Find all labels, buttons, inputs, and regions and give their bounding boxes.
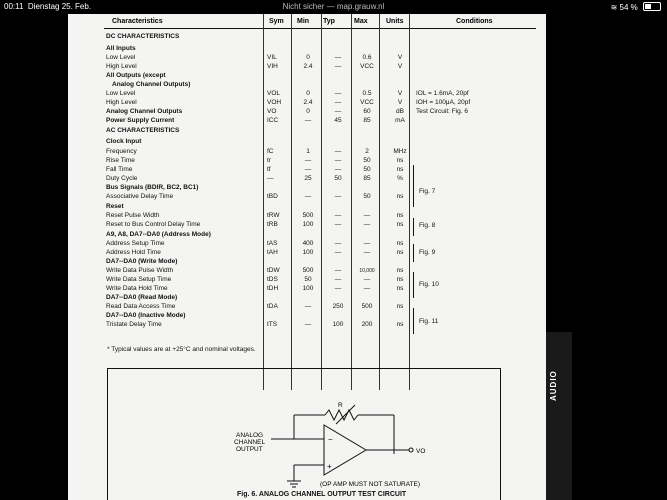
row-label: Reset to Bus Control Delay Time (106, 221, 201, 228)
table-row (106, 184, 534, 192)
min-cell: 0 (306, 90, 310, 97)
max-cell: — (363, 249, 371, 256)
sym-cell: tRB (267, 221, 278, 228)
sym-cell: tAS (267, 240, 278, 247)
table-row (106, 267, 534, 275)
table-row (106, 138, 534, 146)
row-label: Bus Signals (BDIR, BC2, BC1) (106, 184, 199, 191)
row-label: Low Level (106, 90, 136, 97)
max-cell: 85 (363, 117, 371, 124)
min-cell: 0 (306, 108, 310, 115)
sym-cell: VOL (267, 90, 281, 97)
battery-percent: 54 % (619, 3, 638, 12)
sym-cell: VIH (267, 63, 278, 70)
condition-bracket (411, 244, 414, 262)
section-tab (546, 332, 572, 500)
input-label-line1: ANALOG (236, 432, 264, 439)
condition-bracket (411, 272, 414, 298)
table-row (106, 33, 534, 41)
condition-bracket (411, 308, 414, 334)
min-cell: — (304, 303, 312, 310)
sym-cell: tDS (267, 276, 278, 283)
typ-cell: — (334, 267, 342, 274)
audio-tab-label: AUDIO (549, 370, 558, 402)
table-row (106, 148, 534, 156)
footnote: * Typical values are at +25°C and nominal voltages. (107, 346, 256, 353)
sym-cell: tBD (267, 193, 278, 200)
row-label: Analog Channel Outputs (106, 108, 183, 115)
fig-ref: Fig. 11 (419, 318, 439, 325)
table-row (106, 127, 534, 135)
units-cell: ns (396, 221, 404, 228)
units-cell: ns (396, 321, 404, 328)
row-label: Duty Cycle (106, 175, 138, 182)
table-header (104, 14, 536, 29)
table-row (106, 99, 534, 107)
table-row (106, 72, 534, 80)
max-cell: 10,000 (359, 268, 375, 274)
max-cell: 500 (361, 303, 373, 310)
row-label: DA7--DA0 (Inactive Mode) (106, 312, 186, 319)
conditions-cell: IOH = 100μA, 20pf (416, 99, 471, 106)
row-label: High Level (106, 63, 137, 70)
typ-cell: — (334, 90, 342, 97)
op-amp-test-circuit (108, 369, 500, 500)
units-cell: ns (396, 285, 404, 292)
min-cell: 2.4 (303, 99, 313, 106)
table-row (106, 231, 534, 239)
table-row (106, 108, 534, 116)
row-label: Clock Input (106, 138, 142, 145)
sym-cell: VOH (267, 99, 282, 106)
min-cell: — (304, 166, 312, 173)
min-cell: 1 (306, 148, 310, 155)
table-row (106, 81, 534, 89)
datasheet-page (68, 14, 542, 500)
row-label: Read Data Access Time (106, 303, 176, 310)
battery-icon (643, 2, 661, 11)
sym-cell: fC (267, 148, 274, 155)
min-cell: 100 (302, 221, 314, 228)
sym-cell: tr (267, 157, 271, 164)
max-cell: 50 (363, 193, 371, 200)
header-min: Min (297, 18, 310, 25)
units-cell: V (397, 99, 403, 106)
typ-cell: — (334, 63, 342, 70)
typ-cell: — (334, 276, 342, 283)
plus-terminal: + (327, 462, 332, 471)
input-label-line2: CHANNEL (234, 439, 266, 446)
row-label: Reset (106, 203, 124, 210)
table-row (106, 157, 534, 165)
sym-cell: VO (267, 108, 277, 115)
row-label: Analog Channel Outputs) (112, 81, 191, 88)
max-cell: 50 (363, 166, 371, 173)
units-cell: ns (396, 249, 404, 256)
table-row (106, 45, 534, 53)
min-cell: — (304, 157, 312, 164)
row-label: A9, A8, DA7--DA0 (Address Mode) (106, 231, 211, 238)
row-label: Associative Delay Time (106, 193, 174, 200)
typ-cell: — (334, 148, 342, 155)
max-cell: 60 (363, 108, 371, 115)
table-row (106, 221, 534, 229)
header-conditions: Conditions (456, 18, 493, 25)
table-row (106, 117, 534, 125)
max-cell: — (363, 285, 371, 292)
sym-cell: tAH (267, 249, 278, 256)
header-max: Max (354, 18, 368, 25)
typ-cell: — (334, 157, 342, 164)
typ-cell: — (334, 240, 342, 247)
typ-cell: 100 (332, 321, 344, 328)
units-cell: ns (396, 157, 404, 164)
op-amp-note: (OP AMP MUST NOT SATURATE) (320, 481, 421, 488)
max-cell: 85 (363, 175, 371, 182)
typ-cell: — (334, 166, 342, 173)
sym-cell: — (267, 175, 274, 182)
row-label: Write Data Hold Time (106, 285, 168, 292)
row-label: Address Hold Time (106, 249, 161, 256)
sym-cell: VIL (267, 54, 277, 61)
table-row (106, 175, 534, 183)
ios-status-bar (0, 0, 667, 14)
table-row (106, 312, 534, 320)
table-row (106, 63, 534, 71)
fig-ref: Fig. 9 (419, 249, 436, 256)
row-label: Low Level (106, 54, 136, 61)
row-label: All Inputs (106, 45, 136, 52)
min-cell: 500 (302, 212, 314, 219)
header-units: Units (386, 18, 404, 25)
row-label: Tristate Delay Time (106, 321, 162, 328)
row-label: Frequency (106, 148, 137, 155)
max-cell: 0.5 (362, 90, 372, 97)
table-row (106, 321, 534, 329)
units-cell: mA (395, 117, 405, 124)
max-cell: — (363, 212, 371, 219)
fig-ref: Fig. 7 (419, 188, 436, 195)
table-row (106, 166, 534, 174)
table-row (106, 90, 534, 98)
units-cell: ns (396, 303, 404, 310)
row-label: DA7--DA0 (Write Mode) (106, 258, 178, 265)
typ-cell: — (334, 221, 342, 228)
typ-cell: 45 (334, 117, 342, 124)
output-node (409, 448, 413, 452)
max-cell: VCC (360, 63, 374, 70)
typ-cell: — (334, 249, 342, 256)
row-label: Write Data Pulse Width (106, 267, 174, 274)
max-cell: 2 (365, 148, 369, 155)
min-cell: 500 (302, 267, 314, 274)
units-cell: ns (396, 212, 404, 219)
clock-time: 00:11 Dienstag 25. Feb. (4, 2, 92, 11)
units-cell: V (397, 63, 403, 70)
min-cell: 50 (304, 276, 312, 283)
table-row (106, 276, 534, 284)
units-cell: V (397, 54, 403, 61)
units-cell: ns (396, 166, 404, 173)
fig-ref: Fig. 10 (419, 281, 439, 288)
max-cell: 200 (361, 321, 373, 328)
typ-cell: — (334, 54, 342, 61)
status-indicators (611, 2, 661, 12)
table-row (106, 294, 534, 302)
minus-terminal: − (328, 435, 333, 444)
input-label-line3: OUTPUT (236, 446, 263, 453)
fig-ref: Fig. 8 (419, 222, 436, 229)
resistor-label: R (338, 402, 343, 409)
table-row (106, 203, 534, 211)
typ-cell: 50 (334, 175, 342, 182)
row-label: Power Supply Current (106, 117, 175, 124)
sym-cell: tRW (267, 212, 280, 219)
row-label: Write Data Setup Time (106, 276, 172, 283)
units-cell: ns (396, 193, 404, 200)
max-cell: — (363, 276, 371, 283)
max-cell: 50 (363, 157, 371, 164)
sym-cell: tTS (267, 321, 278, 328)
test-circuit-frame (107, 368, 501, 500)
row-label: Reset Pulse Width (106, 212, 160, 219)
row-label: AC CHARACTERISTICS (106, 127, 180, 134)
sym-cell: tf (267, 166, 271, 173)
min-cell: 0 (306, 54, 310, 61)
row-label: Rise Time (106, 157, 135, 164)
units-cell: ns (396, 276, 404, 283)
table-row (106, 240, 534, 248)
units-cell: ns (396, 240, 404, 247)
figure-caption: Fig. 6. ANALOG CHANNEL OUTPUT TEST CIRCUIT (237, 491, 407, 498)
min-cell: — (304, 321, 312, 328)
condition-bracket (411, 218, 414, 236)
row-label: High Level (106, 99, 137, 106)
table-row (106, 54, 534, 62)
row-label: Address Setup Time (106, 240, 165, 247)
conditions-cell: IOL = 1.6mA, 20pf (416, 90, 469, 97)
min-cell: 100 (302, 249, 314, 256)
units-cell: MHz (393, 148, 407, 155)
conditions-cell: Test Circuit: Fig. 6 (416, 108, 469, 115)
sym-cell: ICC (267, 117, 279, 124)
max-cell: — (363, 240, 371, 247)
max-cell: — (363, 221, 371, 228)
min-cell: 25 (304, 175, 312, 182)
row-label: All Outputs (except (106, 72, 166, 79)
min-cell: — (304, 193, 312, 200)
url-bar[interactable]: Nicht sicher — map.grauw.nl (282, 2, 385, 11)
table-row (106, 212, 534, 220)
typ-cell: — (334, 193, 342, 200)
table-row (106, 193, 534, 201)
max-cell: 0.6 (362, 54, 372, 61)
table-row (106, 285, 534, 293)
table-row (106, 303, 534, 311)
row-label: Fall Time (106, 166, 133, 173)
header-characteristics: Characteristics (112, 18, 163, 25)
typ-cell: — (334, 212, 342, 219)
units-cell: ns (396, 267, 404, 274)
min-cell: 400 (302, 240, 314, 247)
condition-bracket (411, 165, 414, 207)
row-label: DA7--DA0 (Read Mode) (106, 294, 178, 301)
min-cell: 2.4 (303, 63, 313, 70)
table-row (106, 258, 534, 266)
sym-cell: tDW (267, 267, 280, 274)
table-row (106, 249, 534, 257)
min-cell: — (304, 117, 312, 124)
battery-fill (645, 4, 651, 9)
max-cell: VCC (360, 99, 374, 106)
units-cell: V (397, 90, 403, 97)
typ-cell: 250 (332, 303, 344, 310)
wifi-icon: ≋ (610, 3, 618, 12)
typ-cell: — (334, 285, 342, 292)
sym-cell: tDA (267, 303, 278, 310)
sym-cell: tDH (267, 285, 279, 292)
row-label: DC CHARACTERISTICS (106, 33, 180, 40)
units-cell: dB (396, 108, 404, 115)
typ-cell: — (334, 108, 342, 115)
min-cell: 100 (302, 285, 314, 292)
header-typ: Typ (323, 18, 335, 25)
typ-cell: — (334, 99, 342, 106)
header-sym: Sym (269, 18, 284, 25)
output-label: VO (416, 448, 426, 455)
units-cell: % (397, 175, 403, 182)
